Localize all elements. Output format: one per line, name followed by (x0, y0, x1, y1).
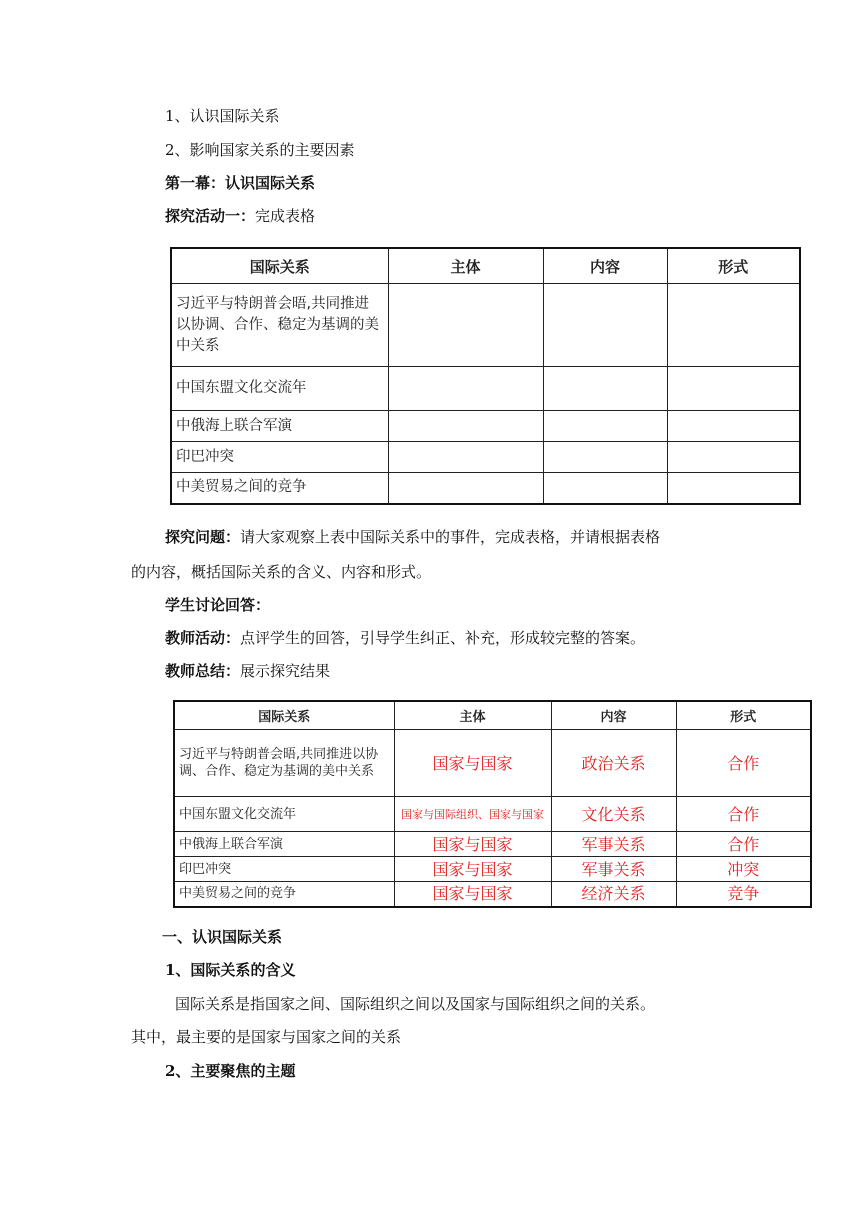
table-row (174, 832, 811, 857)
row-subject-cell (388, 367, 543, 411)
row-event: 中俄海上联合军演 (171, 411, 388, 442)
row-event: 中国东盟文化交流年 (174, 797, 394, 832)
row-form-cell (667, 284, 800, 367)
row-subject-cell (388, 411, 543, 442)
row-subject-cell (388, 284, 543, 367)
teacher-activity (165, 628, 645, 648)
inquiry-label: 探究问题： (165, 528, 241, 546)
answer-subject: 国家与国家 (394, 832, 551, 857)
table-row (174, 882, 811, 907)
table-row (171, 411, 800, 442)
table-header-row (171, 248, 800, 284)
teacher-summary-label: 教师总结： (165, 662, 241, 680)
header-subject: 主体 (388, 248, 543, 284)
table-row (174, 797, 811, 832)
answer-content: 文化关系 (551, 797, 676, 832)
section1-title: 一、认识国际关系 (162, 928, 283, 946)
header-relation: 国际关系 (174, 701, 394, 730)
header-subject: 主体 (394, 701, 551, 730)
activity-one-text: 完成表格 (255, 207, 316, 225)
answer-form: 合作 (676, 832, 811, 857)
answer-form: 竞争 (676, 882, 811, 907)
row-form-cell (667, 442, 800, 473)
activity-one (165, 206, 315, 226)
row-event: 印巴冲突 (171, 442, 388, 473)
table-row (171, 284, 800, 367)
act1-heading: 第一幕：认识国际关系 (165, 174, 316, 192)
table-row (174, 857, 811, 882)
row-content-cell (543, 284, 667, 367)
row-event: 中俄海上联合军演 (174, 832, 394, 857)
header-form: 形式 (667, 248, 800, 284)
teacher-summary-text: 展示探究结果 (240, 662, 331, 680)
sub2-title: 2、主要聚焦的主题 (165, 1062, 296, 1080)
row-event: 中美贸易之间的竞争 (174, 882, 394, 907)
table-row (171, 367, 800, 411)
table-header-row (174, 701, 811, 730)
row-event: 习近平与特朗普会晤,共同推进以协调、合作、稳定为基调的美中关系 (174, 730, 394, 797)
sub1-title: 1、国际关系的含义 (165, 961, 296, 979)
row-content-cell (543, 442, 667, 473)
table-row (171, 473, 800, 504)
teacher-activity-label: 教师活动： (165, 629, 241, 647)
sub1-text-2: 其中，最主要的是国家与国家之间的关系 (131, 1028, 402, 1046)
row-event: 中国东盟文化交流年 (171, 367, 388, 411)
teacher-summary (165, 661, 330, 681)
answer-form: 冲突 (676, 857, 811, 882)
answer-content: 军事关系 (551, 832, 676, 857)
row-event: 习近平与特朗普会晤,共同推进以协调、合作、稳定为基调的美中关系 (171, 284, 388, 367)
answer-content: 政治关系 (551, 730, 676, 797)
row-subject-cell (388, 473, 543, 504)
row-content-cell (543, 367, 667, 411)
row-form-cell (667, 367, 800, 411)
answer-subject: 国家与国家 (394, 730, 551, 797)
activity-one-label: 探究活动一： (165, 207, 256, 225)
answer-subject: 国家与国家 (394, 857, 551, 882)
inquiry-text-1: 请大家观察上表中国际关系中的事件，完成表格，并请根据表格 (240, 528, 661, 546)
header-content: 内容 (543, 248, 667, 284)
row-content-cell (543, 411, 667, 442)
sub1-text-1: 国际关系是指国家之间、国际组织之间以及国家与国际组织之间的关系。 (175, 995, 656, 1013)
row-subject-cell (388, 442, 543, 473)
answer-table (173, 700, 812, 908)
discussion-label: 学生讨论回答： (165, 596, 271, 614)
row-event: 中美贸易之间的竞争 (171, 473, 388, 504)
outline-item-1: 1、认识国际关系 (165, 107, 280, 125)
inquiry-text-2: 的内容，概括国际关系的含义、内容和形式。 (131, 563, 432, 581)
row-event: 印巴冲突 (174, 857, 394, 882)
answer-form: 合作 (676, 797, 811, 832)
answer-subject: 国家与国家 (394, 882, 551, 907)
answer-subject: 国家与国际组织、国家与国家 (394, 797, 551, 832)
header-form: 形式 (676, 701, 811, 730)
header-content: 内容 (551, 701, 676, 730)
row-form-cell (667, 473, 800, 504)
table-row (174, 730, 811, 797)
inquiry-question (165, 527, 660, 547)
header-relation: 国际关系 (171, 248, 388, 284)
answer-content: 经济关系 (551, 882, 676, 907)
row-content-cell (543, 473, 667, 504)
outline-item-2: 2、影响国家关系的主要因素 (165, 141, 355, 159)
table-row (171, 442, 800, 473)
row-form-cell (667, 411, 800, 442)
activity-table-blank (170, 247, 801, 505)
answer-content: 军事关系 (551, 857, 676, 882)
answer-form: 合作 (676, 730, 811, 797)
teacher-activity-text: 点评学生的回答，引导学生纠正、补充，形成较完整的答案。 (240, 629, 646, 647)
